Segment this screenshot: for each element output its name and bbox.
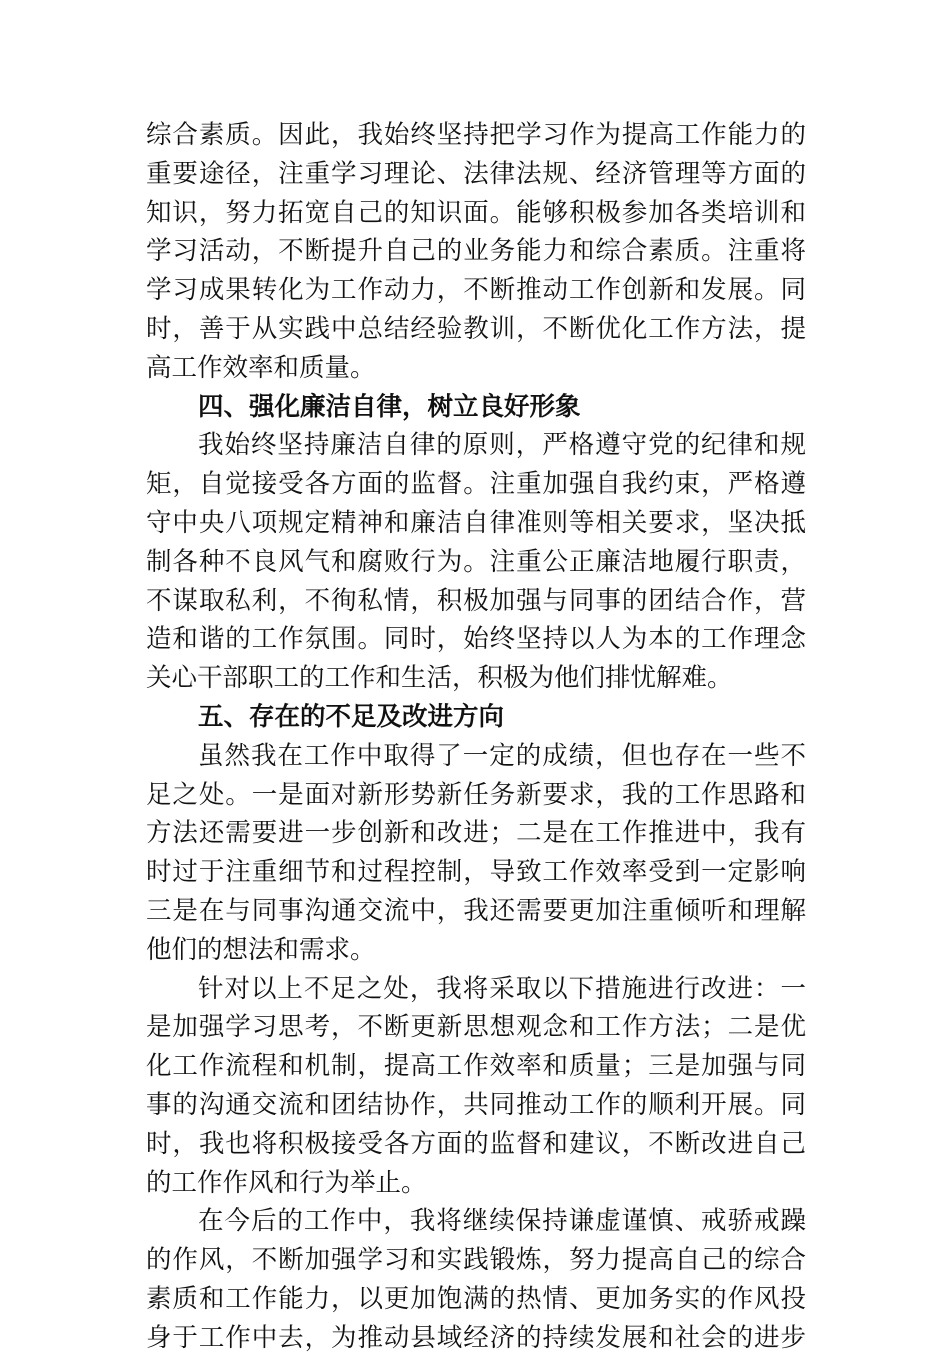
paragraph-integrity (146, 426, 806, 698)
text-line: 足之处。一是面对新形势新任务新要求，我的工作思路和 (146, 779, 806, 810)
text-line: 时，善于从实践中总结经验教训，不断优化工作方法，提 (146, 313, 806, 344)
text-line: 综合素质。因此，我始终坚持把学习作为提高工作能力的 (146, 120, 806, 150)
text-line: 他们的想法和需求。 (146, 934, 376, 965)
paragraph-study (146, 116, 806, 388)
text-line: 事的沟通交流和团结协作，共同推动工作的顺利开展。同 (146, 1089, 806, 1120)
text-line: 三是在与同事沟通交流中，我还需要更加注重倾听和理解 (146, 895, 806, 926)
section-heading-shortcomings: 五、存在的不足及改进方向 (198, 701, 505, 732)
text-line: 矩，自觉接受各方面的监督。注重加强自我约束，严格遵 (146, 469, 806, 500)
text-line: 守中央八项规定精神和廉洁自律准则等相关要求，坚决抵 (146, 507, 806, 538)
text-line: 时过于注重细节和过程控制，导致工作效率受到一定影响 (146, 857, 806, 888)
text-line: 方法还需要进一步创新和改进；二是在工作推进中，我有 (146, 818, 806, 849)
text-line: 时，我也将积极接受各方面的监督和建议，不断改进自己 (146, 1128, 806, 1159)
text-line: 身于工作中去，为推动县域经济的持续发展和社会的进步 (146, 1322, 806, 1353)
text-line: 针对以上不足之处，我将采取以下措施进行改进：一 (198, 973, 806, 1004)
text-line: 知识，努力拓宽自己的知识面。能够积极参加各类培训和 (146, 197, 806, 228)
text-line: 关心干部职工的工作和生活，积极为他们排忧解难。 (146, 663, 733, 694)
text-line: 不谋取私利，不徇私情，积极加强与同事的团结合作，营 (146, 585, 806, 616)
paragraph-improvements (146, 970, 806, 1203)
text-line: 我始终坚持廉洁自律的原则，严格遵守党的纪律和规 (198, 430, 806, 461)
document-body (146, 116, 806, 1358)
paragraph-future (146, 1202, 806, 1357)
text-line: 制各种不良风气和腐败行为。注重公正廉洁地履行职责， (146, 546, 806, 577)
text-line: 学习活动，不断提升自己的业务能力和综合素质。注重将 (146, 236, 806, 267)
text-line: 化工作流程和机制，提高工作效率和质量；三是加强与同 (146, 1051, 806, 1082)
section-heading-integrity: 四、强化廉洁自律，树立良好形象 (198, 391, 581, 422)
text-line: 的工作作风和行为举止。 (146, 1167, 427, 1198)
text-line: 造和谐的工作氛围。同时，始终坚持以人为本的工作理念 (146, 624, 806, 655)
text-line: 素质和工作能力，以更加饱满的热情、更加务实的作风投 (146, 1283, 806, 1314)
text-line: 学习成果转化为工作动力，不断推动工作创新和发展。同 (146, 275, 806, 306)
text-line: 是加强学习思考，不断更新思想观念和工作方法；二是优 (146, 1012, 806, 1043)
text-line: 在今后的工作中，我将继续保持谦虚谨慎、戒骄戒躁 (198, 1206, 806, 1237)
text-line: 高工作效率和质量。 (146, 352, 376, 383)
paragraph-shortcomings (146, 737, 806, 970)
text-line: 重要途径，注重学习理论、法律法规、经济管理等方面的 (146, 158, 806, 189)
text-line: 的作风，不断加强学习和实践锻炼，努力提高自己的综合 (146, 1245, 806, 1276)
text-line: 虽然我在工作中取得了一定的成绩，但也存在一些不 (198, 740, 806, 771)
